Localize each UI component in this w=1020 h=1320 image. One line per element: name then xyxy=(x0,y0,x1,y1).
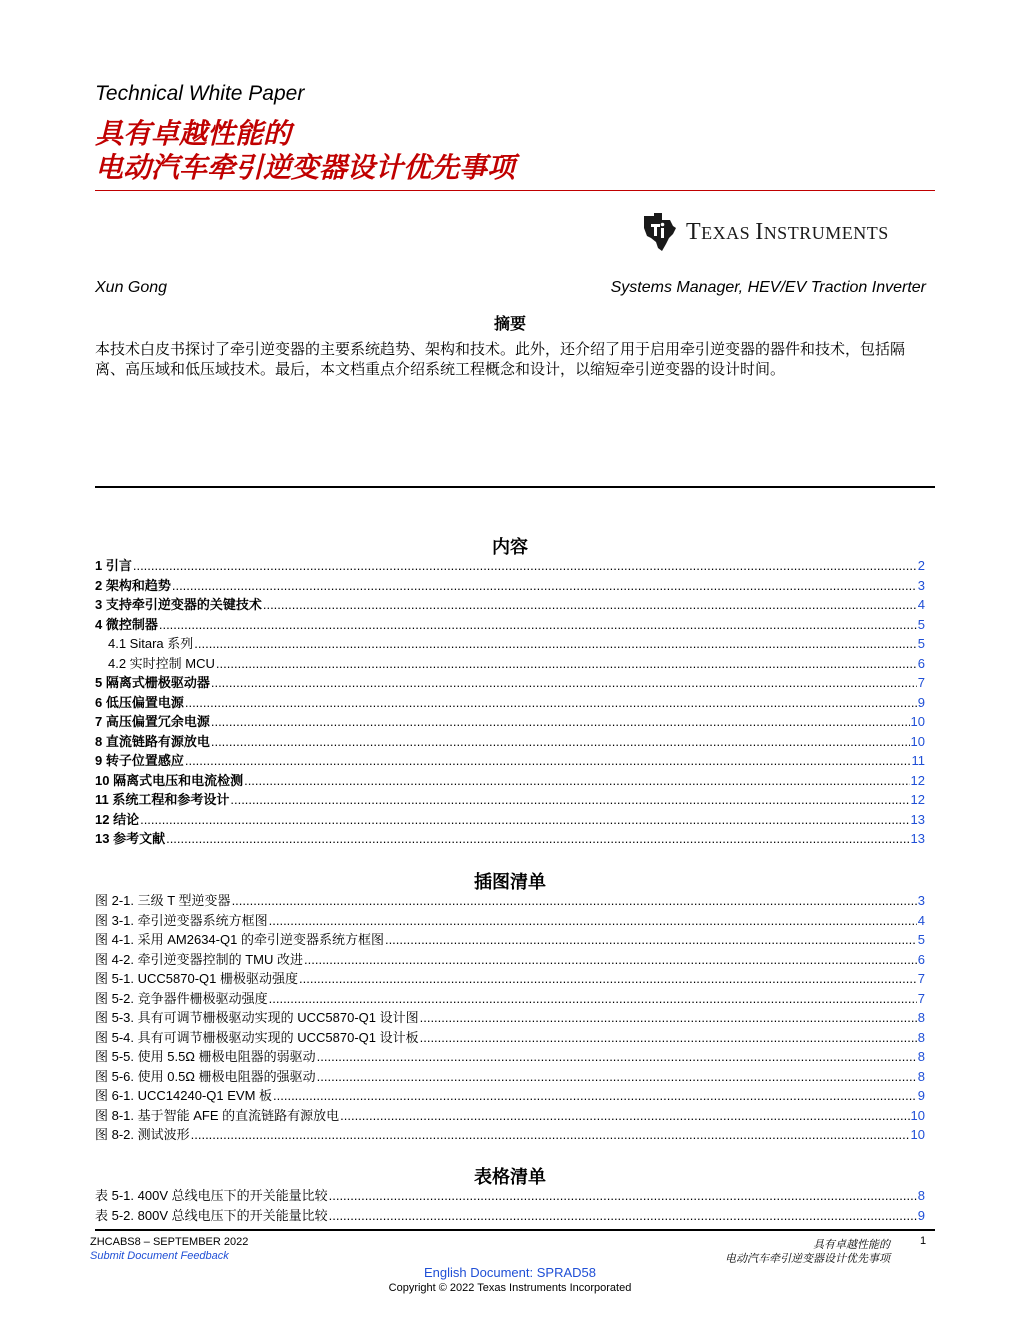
toc-entry-page-link[interactable]: 9 xyxy=(917,1207,925,1223)
toc-entry[interactable] xyxy=(95,711,925,731)
toc-entry[interactable] xyxy=(95,828,925,848)
toc-entry[interactable] xyxy=(95,731,925,751)
toc-leader-dots xyxy=(420,1010,917,1025)
toc-entry-page-link[interactable]: 12 xyxy=(910,772,925,788)
toc-entry-page-link[interactable]: 4 xyxy=(917,597,925,612)
toc-entry-page-link[interactable]: 3 xyxy=(917,577,925,593)
figures-list xyxy=(95,890,925,1144)
toc-entry-page-link[interactable]: 9 xyxy=(917,694,925,710)
toc-entry-label: 图 5-3. 具有可调节栅极驱动实现的 UCC5870-Q1 设计图 xyxy=(95,1010,419,1025)
english-document-link[interactable]: English Document: SPRAD58 xyxy=(424,1265,596,1280)
toc-entry-label: 11 系统工程和参考设计 xyxy=(95,792,230,807)
toc-entry[interactable] xyxy=(95,890,925,910)
toc-leader-dots xyxy=(317,1069,917,1084)
toc-entry-label: 图 4-2. 牵引逆变器控制的 TMU 改进 xyxy=(95,951,304,967)
toc-leader-dots xyxy=(211,675,917,690)
toc-entry-page-link[interactable]: 10 xyxy=(910,1127,925,1142)
toc-leader-dots xyxy=(211,734,910,749)
toc-entry-label: 表 5-2. 800V 总线电压下的开关能量比较 xyxy=(95,1207,328,1223)
toc-leader-dots xyxy=(244,773,909,788)
toc-entry[interactable] xyxy=(95,555,925,575)
toc-entry-page-link[interactable]: 2 xyxy=(917,558,925,573)
toc-leader-dots xyxy=(269,991,917,1006)
toc-leader-dots xyxy=(166,831,909,846)
toc-entry-page-link[interactable]: 8 xyxy=(917,1029,925,1045)
toc-leader-dots xyxy=(317,1049,917,1064)
toc-entry[interactable] xyxy=(95,1185,925,1205)
toc-entry-label: 6 低压偏置电源 xyxy=(95,694,184,710)
toc-entry-page-link[interactable]: 7 xyxy=(917,990,925,1006)
toc-entry-page-link[interactable]: 8 xyxy=(917,1068,925,1084)
toc-entry-label: 4.1 Sitara 系列 xyxy=(108,636,194,651)
author-name: Xun Gong xyxy=(95,279,168,296)
toc-entry-page-link[interactable]: 10 xyxy=(910,1107,925,1123)
page-number: 1 xyxy=(920,1235,927,1247)
toc-entry[interactable] xyxy=(95,1066,925,1086)
toc-entry-label: 12 结论 xyxy=(95,811,140,827)
toc-entry-label: 图 5-5. 使用 5.5Ω 栅极电阻器的弱驱动 xyxy=(95,1049,316,1064)
toc-leader-dots xyxy=(263,597,917,612)
footer-title-line1: 具有卓越性能的 xyxy=(813,1239,890,1251)
toc-entry-page-link[interactable]: 5 xyxy=(917,636,925,651)
toc-leader-dots xyxy=(385,932,917,947)
toc-entry-label: 3 支持牵引逆变器的关键技术 xyxy=(95,597,262,612)
toc-entry-page-link[interactable]: 8 xyxy=(917,1010,925,1025)
toc-entry-label: 图 4-1. 采用 AM2634-Q1 的牵引逆变器系统方框图 xyxy=(95,932,384,947)
toc-entry-page-link[interactable]: 9 xyxy=(917,1088,925,1103)
toc-entry-page-link[interactable]: 13 xyxy=(910,831,925,846)
toc-entry[interactable] xyxy=(95,614,925,634)
toc-entry-page-link[interactable]: 8 xyxy=(917,1049,925,1064)
tables-list xyxy=(95,1185,925,1224)
ti-logo xyxy=(640,210,935,254)
toc-entry-page-link[interactable]: 13 xyxy=(910,811,925,827)
toc-entry-label: 2 架构和趋势 xyxy=(95,577,171,593)
toc-entry[interactable] xyxy=(95,1085,925,1105)
toc-entry[interactable] xyxy=(95,770,925,790)
tables-heading: 表格清单 xyxy=(474,1167,546,1187)
toc-entry-label: 8 直流链路有源放电 xyxy=(95,733,210,749)
footer-doc-id: ZHCABS8 – SEPTEMBER 2022 xyxy=(90,1236,249,1248)
footer-divider xyxy=(95,1229,935,1231)
toc-entry[interactable] xyxy=(95,929,925,949)
copyright: Copyright © 2022 Texas Instruments Incorporated xyxy=(388,1282,632,1294)
toc-entry-label: 9 转子位置感应 xyxy=(95,753,184,768)
toc-leader-dots xyxy=(216,656,917,671)
toc-entry[interactable] xyxy=(95,809,925,829)
toc-entry-page-link[interactable]: 6 xyxy=(917,655,925,671)
toc-entry-label: 13 参考文献 xyxy=(95,831,166,846)
toc-entry-label: 图 5-2. 竞争器件栅极驱动强度 xyxy=(95,990,268,1006)
toc-leader-dots xyxy=(185,753,911,768)
toc-entry-label: 图 5-6. 使用 0.5Ω 栅极电阻器的强驱动 xyxy=(95,1068,316,1084)
toc-leader-dots xyxy=(329,1188,917,1203)
toc-leader-dots xyxy=(211,714,910,729)
toc-entry[interactable] xyxy=(95,1124,925,1144)
toc-leader-dots xyxy=(159,617,917,632)
toc-entry[interactable] xyxy=(95,1105,925,1125)
toc-entry[interactable] xyxy=(95,575,925,595)
ti-wordmark: TEXAS INSTRUMENTS xyxy=(686,218,889,245)
toc-leader-dots xyxy=(140,812,909,827)
toc-entry[interactable] xyxy=(95,1007,925,1027)
toc-entry[interactable] xyxy=(95,1027,925,1047)
toc-entry-label: 图 2-1. 三级 T 型逆变器 xyxy=(95,893,231,908)
toc-entry-label: 10 隔离式电压和电流检测 xyxy=(95,772,244,788)
toc-entry-page-link[interactable]: 7 xyxy=(917,675,925,690)
toc-leader-dots xyxy=(194,636,917,651)
toc-entry-page-link[interactable]: 12 xyxy=(910,792,925,807)
toc-entry-page-link[interactable]: 7 xyxy=(917,971,925,986)
toc-entry[interactable] xyxy=(95,1205,925,1225)
toc-entry[interactable] xyxy=(95,692,925,712)
toc-entry-label: 图 5-1. UCC5870-Q1 栅极驱动强度 xyxy=(95,971,298,986)
toc-entry-page-link[interactable]: 5 xyxy=(917,932,925,947)
toc-entry-label: 图 5-4. 具有可调节栅极驱动实现的 UCC5870-Q1 设计板 xyxy=(95,1029,419,1045)
toc-entry-page-link[interactable]: 6 xyxy=(917,951,925,967)
toc-entry[interactable] xyxy=(95,750,925,770)
contents-list xyxy=(95,555,925,848)
toc-entry[interactable] xyxy=(95,672,925,692)
toc-entry-label: 图 6-1. UCC14240-Q1 EVM 板 xyxy=(95,1088,273,1103)
toc-entry[interactable] xyxy=(95,633,925,653)
toc-leader-dots xyxy=(172,578,917,593)
author-role: Systems Manager, HEV/EV Traction Inverter xyxy=(610,279,926,296)
toc-leader-dots xyxy=(329,1208,917,1223)
toc-entry[interactable] xyxy=(95,968,925,988)
toc-entry-label: 图 8-2. 测试波形 xyxy=(95,1127,190,1142)
contents-divider xyxy=(95,486,935,488)
toc-entry[interactable] xyxy=(95,988,925,1008)
document-title-line2: 电动汽车牵引逆变器设计优先事项 xyxy=(95,152,516,183)
contents-heading: 内容 xyxy=(492,537,528,557)
toc-leader-dots xyxy=(191,1127,910,1142)
toc-leader-dots xyxy=(269,913,917,928)
toc-leader-dots xyxy=(230,792,909,807)
toc-entry-page-link[interactable]: 10 xyxy=(910,714,925,729)
figures-heading: 插图清单 xyxy=(474,872,546,892)
toc-entry-label: 表 5-1. 400V 总线电压下的开关能量比较 xyxy=(95,1188,328,1203)
toc-leader-dots xyxy=(273,1088,917,1103)
toc-leader-dots xyxy=(133,558,917,573)
document-type: Technical White Paper xyxy=(95,82,305,105)
toc-entry[interactable] xyxy=(95,653,925,673)
toc-entry-page-link[interactable]: 10 xyxy=(910,733,925,749)
footer-title-line2: 电动汽车牵引逆变器设计优先事项 xyxy=(725,1253,890,1265)
toc-entry[interactable] xyxy=(95,1046,925,1066)
toc-entry-page-link[interactable]: 3 xyxy=(917,893,925,908)
toc-leader-dots xyxy=(420,1030,917,1045)
toc-entry[interactable] xyxy=(95,789,925,809)
toc-entry[interactable] xyxy=(95,949,925,969)
title-divider xyxy=(95,190,935,191)
document-title-line1: 具有卓越性能的 xyxy=(95,118,292,149)
toc-entry-page-link[interactable]: 4 xyxy=(917,912,925,928)
toc-leader-dots xyxy=(299,971,917,986)
abstract-heading: 摘要 xyxy=(493,316,526,333)
toc-entry-label: 4 微控制器 xyxy=(95,616,158,632)
toc-entry-page-link[interactable]: 8 xyxy=(917,1188,925,1203)
toc-entry-label: 5 隔离式栅极驱动器 xyxy=(95,675,210,690)
ti-state-icon xyxy=(640,212,678,252)
toc-leader-dots xyxy=(340,1108,909,1123)
toc-entry-label: 图 8-1. 基于智能 AFE 的直流链路有源放电 xyxy=(95,1107,340,1123)
toc-leader-dots xyxy=(185,695,917,710)
toc-entry-page-link[interactable]: 5 xyxy=(917,616,925,632)
toc-leader-dots xyxy=(304,952,917,967)
abstract-text: 本技术白皮书探讨了牵引逆变器的主要系统趋势、架构和技术。此外，还介绍了用于启用牵引逆变器的器件和技术，包括隔离、高压域和低压域技术。最后，本文档重点介绍系统工程概念和设计，以缩短牵引逆变器的设计时间。 xyxy=(95,341,906,378)
toc-entry-label: 1 引言 xyxy=(95,558,132,573)
submit-feedback-link[interactable]: Submit Document Feedback xyxy=(90,1250,229,1262)
toc-entry-label: 4.2 实时控制 MCU xyxy=(108,655,215,671)
toc-entry[interactable] xyxy=(95,910,925,930)
toc-entry-label: 图 3-1. 牵引逆变器系统方框图 xyxy=(95,912,268,928)
toc-entry-label: 7 高压偏置冗余电源 xyxy=(95,714,210,729)
toc-leader-dots xyxy=(232,893,917,908)
toc-entry[interactable] xyxy=(95,594,925,614)
toc-entry-page-link[interactable]: 11 xyxy=(911,753,925,768)
